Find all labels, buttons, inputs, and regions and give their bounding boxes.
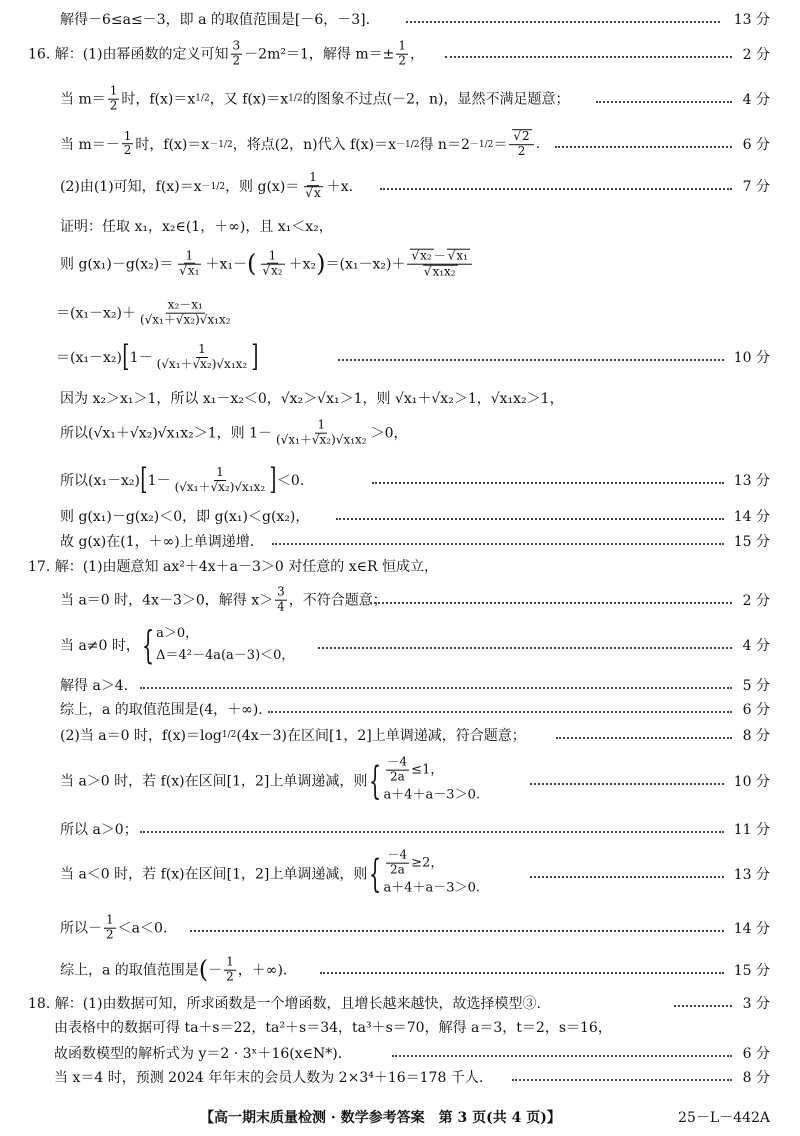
line-text: 故 g(x)在(1，＋∞)上单调递增. [60,534,255,550]
score-label: 2 分 [742,593,770,609]
score-label: 6 分 [742,137,770,153]
footer-code: 25－L－442A [678,1110,770,1126]
line-text: 由表格中的数据可得 ta＋s＝22，ta²＋s＝34，ta³＋s＝70，解得 a＝3，t＝2，s＝16， [54,1020,612,1036]
score-label: 5 分 [742,678,770,694]
line-text: 所以－ $\frac{1}{2}$ ＜a＜0. [60,912,168,942]
line-text: 当 m＝ $\frac{1}{2}$ 时，f(x)＝x 1/2 ，又 f(x)＝x 1/2 的图象不过点(－2，n)，显然不满足题意； [60,83,570,113]
line-text: 16. 解：(1)由幂函数的定义可知 $\frac{3}{2}$ －2m² ＝1，解得 m＝± $\frac{1}{2}$ ， [28,38,424,68]
line-text: 证明：任取 x₁，x₂∈(1，＋∞)，且 x₁＜x₂， [60,219,333,235]
score-label: 13 分 [733,12,770,28]
line-text: 当 x＝4 时，预测 2024 年年末的会员人数为 2×3⁴＋16＝178 千人. [54,1070,484,1086]
line-text: 当 a＜0 时，若 f(x)在区间[1，2]上单调递减，则 { $\frac{-4}{2a}$ ≥2， a＋4＋a－3＞0. [60,847,480,896]
score-label: 15 分 [733,963,770,979]
score-label: 8 分 [742,1070,770,1086]
line-text: 所以(√x₁＋√x₂)√x₁x₂＞1，则 1－ $\frac{1}{\text{(√x₁＋√x₂)√x₁x₂}}$ ＞0， [60,417,408,447]
line-text: 故函数模型的解析式为 y＝2 · 3ˣ＋16(x∈N*). [54,1046,343,1062]
score-label: 6 分 [742,702,770,718]
line-text: ＝(x₁－x₂) [ 1－ $\frac{1}{\text{(√x₁＋√x₂)√x₁x₂}}$ ] [56,339,259,374]
line-text: 综上，a 的取值范围是(4，＋∞). [60,702,263,718]
score-label: 4 分 [742,638,770,654]
line-text: 当 a＝0 时，4x－3＞0，解得 x＞ $\frac{3}{4}$ ，不符合题意； [60,584,387,614]
line-text: 当 m＝－ $\frac{1}{2}$ 时，f(x)＝x －1/2 ，将点(2，n)代入 f(x)＝x －1/2 得 n＝2 －1/2 ＝ √ $\frac{2}{2}$ . [60,129,540,159]
line-text: 所以 a＞0； [60,822,138,838]
score-label: 6 分 [742,1046,770,1062]
score-label: 13 分 [733,867,770,883]
line-text: (2)由(1)可知，f(x)＝x －1/2 ，则 g(x)＝ 1 √ x ＋x. [60,171,353,201]
line-text: 解得－6≤a≤－3，即 a 的取值范围是[－6，－3]. [60,12,371,28]
line-text: 则 g(x₁)－g(x₂)＝ 1 √ x₁ ＋x₁－ ( 1 √ x₂ ＋x₂ ) ＝(x₁－x₂)＋ √ x₂ －√ x₁ √ x₁x₂ [60,249,474,280]
score-label: 2 分 [742,47,770,63]
line-text: 综上，a 的取值范围是 ( － $\frac{1}{2}$ ，＋∞). [60,954,288,984]
score-label: 8 分 [742,728,770,744]
line-text: 所以(x₁－x₂) [ 1－ $\frac{1}{\text{(√x₁＋√x₂)√x₁x₂}}$ ] ＜0. [60,462,305,497]
score-label: 14 分 [733,509,770,525]
footer-title: 【高一期末质量检测 · 数学参考答案 第 3 页(共 4 页)】 [200,1110,561,1126]
score-label: 11 分 [733,822,770,838]
score-label: 4 分 [742,92,770,108]
line-text: 17. 解：(1)由题意知 ax²＋4x＋a－3＞0 对任意的 x∈R 恒成立， [28,559,438,575]
line-text: 则 g(x₁)－g(x₂)＜0，即 g(x₁)＜g(x₂)， [60,509,310,525]
score-label: 7 分 [742,179,770,195]
score-label: 13 分 [733,473,770,489]
score-label: 3 分 [742,996,770,1012]
line-text: 当 a＞0 时，若 f(x)在区间[1，2]上单调递减，则 { $\frac{-4}{2a}$ ≤1， a＋4＋a－3＞0. [60,754,480,803]
line-text: 因为 x₂＞x₁＞1，所以 x₁－x₂＜0，√x₂＞√x₁＞1，则 √x₁＋√x₂＞1，√x₁x₂＞1， [60,391,564,407]
line-text: (2)当 a＝0 时，f(x)＝log 1/2 (4x－3)在区间[1，2]上单调递减，符合题意； [60,728,526,744]
score-label: 14 分 [733,921,770,937]
line-text: ＝(x₁－x₂)＋ $\frac{\text{x₂－x₁}}{\text{(√x₁＋√x₂)√x₁x₂}}$ [56,297,231,327]
score-label: 15 分 [733,534,770,550]
score-label: 10 分 [733,774,770,790]
line-text: 解得 a＞4. [60,678,129,694]
line-text: 当 a≠0 时， { a＞0， Δ＝4²－4a(a－3)＜0， [60,623,295,667]
score-label: 10 分 [733,350,770,366]
line-text: 18. 解：(1)由数据可知，所求函数是一个增函数，且增长越来越快，故选择模型③. [28,996,541,1012]
